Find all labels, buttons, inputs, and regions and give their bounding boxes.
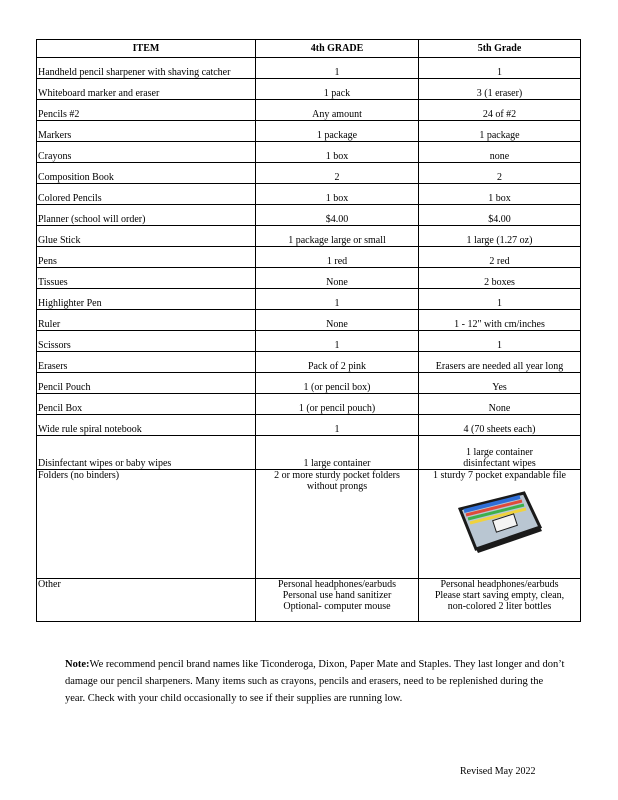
grade5-cell	[419, 100, 581, 121]
table-header-row	[37, 40, 581, 58]
grade4-cell	[256, 184, 419, 205]
cell-line: 1 sturdy 7 pocket expandable file	[432, 470, 566, 481]
grade4-cell	[256, 352, 419, 373]
item-cell: Pens	[37, 247, 256, 268]
cell-line: 1	[497, 298, 502, 309]
cell-line: 1 - 12" with cm/inches	[454, 319, 545, 330]
cell-line: non-colored 2 liter bottles	[447, 601, 552, 612]
grade4-cell	[256, 205, 419, 226]
table-row	[37, 121, 581, 142]
grade4-cell	[256, 310, 419, 331]
table-row	[37, 205, 581, 226]
cell-line: disinfectant wipes	[463, 458, 536, 469]
grade4-cell	[256, 470, 419, 579]
grade5-cell	[419, 58, 581, 79]
item-cell: Handheld pencil sharpener with shaving catcher	[37, 58, 256, 79]
cell-line: 1 package	[316, 130, 358, 141]
grade4-cell	[256, 373, 419, 394]
table-row	[37, 415, 581, 436]
grade5-cell	[419, 142, 581, 163]
table-row	[37, 79, 581, 100]
cell-line: 1 box	[325, 193, 349, 204]
header-item: ITEM	[37, 40, 256, 58]
cell-line: 1	[334, 298, 340, 309]
item-cell: Markers	[37, 121, 256, 142]
grade4-cell	[256, 268, 419, 289]
item-cell: Pencil Pouch	[37, 373, 256, 394]
cell-line: 1 large (1.27 oz)	[466, 235, 533, 246]
cell-line: 3 (1 eraser)	[476, 88, 523, 99]
cell-line: 1	[497, 340, 502, 351]
cell-line: 1 pack	[323, 88, 351, 99]
item-cell: Composition Book	[37, 163, 256, 184]
cell-line: Personal use hand sanitizer	[282, 590, 392, 601]
cell-line: 1	[334, 67, 340, 78]
item-cell: Scissors	[37, 331, 256, 352]
grade4-cell	[256, 79, 419, 100]
item-cell: Highlighter Pen	[37, 289, 256, 310]
item-cell: Colored Pencils	[37, 184, 256, 205]
cell-line: without prongs	[306, 481, 368, 492]
grade5-cell	[419, 226, 581, 247]
cell-line: Yes	[492, 382, 507, 393]
grade4-cell	[256, 142, 419, 163]
grade5-cell	[419, 121, 581, 142]
cell-line: none	[489, 151, 510, 162]
cell-line: $4.00	[325, 214, 349, 225]
table-row	[37, 470, 581, 579]
table-row	[37, 247, 581, 268]
cell-line: None	[488, 403, 511, 414]
cell-line: 2 or more sturdy pocket folders	[274, 470, 400, 481]
cell-line: None	[326, 319, 348, 330]
cell-line: 2 red	[489, 256, 510, 267]
grade4-cell	[256, 579, 419, 622]
grade5-cell	[419, 470, 581, 579]
table-row	[37, 579, 581, 622]
table-row	[37, 310, 581, 331]
table-body	[37, 58, 581, 622]
cell-line: 1 large container	[303, 458, 371, 469]
grade5-cell	[419, 415, 581, 436]
item-cell: Pencil Box	[37, 394, 256, 415]
grade4-cell	[256, 100, 419, 121]
grade5-cell	[419, 268, 581, 289]
cell-line: Pack of 2 pink	[307, 361, 367, 372]
grade5-cell	[419, 310, 581, 331]
cell-line: 4 (70 sheets each)	[463, 424, 536, 435]
table-row	[37, 394, 581, 415]
header-4th-grade: 4th GRADE	[256, 40, 419, 58]
cell-line: 1 (or pencil pouch)	[298, 403, 376, 414]
table-row	[37, 352, 581, 373]
item-cell: Planner (school will order)	[37, 205, 256, 226]
grade5-cell	[419, 184, 581, 205]
item-cell: Disinfectant wipes or baby wipes	[37, 436, 256, 470]
grade5-cell	[419, 579, 581, 622]
grade5-cell	[419, 247, 581, 268]
grade4-cell	[256, 163, 419, 184]
cell-line: 1 large container	[465, 447, 533, 458]
item-cell: Tissues	[37, 268, 256, 289]
table-row	[37, 436, 581, 470]
cell-line: Optional- computer mouse	[283, 601, 391, 612]
grade5-cell	[419, 394, 581, 415]
grade4-cell	[256, 394, 419, 415]
table-row	[37, 268, 581, 289]
grade4-cell	[256, 247, 419, 268]
cell-line: 1 box	[488, 193, 511, 204]
item-cell: Other	[37, 579, 256, 622]
grade4-cell	[256, 289, 419, 310]
cell-line: Erasers are needed all year long	[435, 361, 564, 372]
cell-line: Any amount	[312, 109, 362, 120]
grade5-cell	[419, 289, 581, 310]
table-row	[37, 142, 581, 163]
table-row	[37, 289, 581, 310]
item-cell: Wide rule spiral notebook	[37, 415, 256, 436]
grade4-cell	[256, 331, 419, 352]
grade4-cell	[256, 58, 419, 79]
expandable-file-folder-icon	[420, 487, 579, 558]
cell-line: Please start saving empty, clean,	[434, 590, 565, 601]
item-cell: Folders (no binders)	[37, 470, 256, 579]
cell-line: 2	[497, 172, 502, 183]
cell-line: 2 boxes	[484, 277, 515, 288]
revised-date: Revised May 2022	[460, 766, 536, 777]
grade5-cell	[419, 352, 581, 373]
cell-line: 1 package	[479, 130, 520, 141]
cell-line: 1 (or pencil box)	[303, 382, 371, 393]
table-row	[37, 163, 581, 184]
cell-line: 1	[334, 424, 340, 435]
table-row	[37, 373, 581, 394]
grade4-cell	[256, 415, 419, 436]
cell-line: 1 package large or small	[288, 235, 386, 246]
table-row	[37, 58, 581, 79]
grade4-cell	[256, 226, 419, 247]
item-cell: Erasers	[37, 352, 256, 373]
header-5th-grade: 5th Grade	[419, 40, 581, 58]
table-row	[37, 100, 581, 121]
grade5-cell	[419, 79, 581, 100]
item-cell: Pencils #2	[37, 100, 256, 121]
table-row	[37, 331, 581, 352]
grade5-cell	[419, 331, 581, 352]
grade4-cell	[256, 121, 419, 142]
cell-line: Personal headphones/earbuds	[440, 579, 559, 590]
cell-line: 24 of #2	[482, 109, 517, 120]
supply-table	[36, 39, 581, 622]
cell-line: 1	[334, 340, 340, 351]
cell-line: 1	[497, 67, 502, 78]
cell-line: Personal headphones/earbuds	[277, 579, 397, 590]
grade5-cell	[419, 205, 581, 226]
note-text: We recommend pencil brand names like Ticonderoga, Dixon, Paper Mate and Staples. They last longer and don’t damage our pencil sharpeners. Many items such as crayons, pencils and erasers, need to be replenished during the year. Check with your child occasionally to see if their supplies are running low.	[65, 659, 565, 704]
cell-line: 2	[334, 172, 340, 183]
grade5-cell	[419, 373, 581, 394]
note-paragraph	[65, 656, 565, 707]
item-cell: Glue Stick	[37, 226, 256, 247]
note-label: Note:	[65, 659, 90, 670]
table-row	[37, 226, 581, 247]
cell-line: $4.00	[488, 214, 511, 225]
cell-line: 1 box	[325, 151, 349, 162]
cell-line: None	[326, 277, 348, 288]
item-cell: Ruler	[37, 310, 256, 331]
table-row	[37, 184, 581, 205]
item-cell: Whiteboard marker and eraser	[37, 79, 256, 100]
cell-line: 1 red	[326, 256, 348, 267]
grade5-cell	[419, 436, 581, 470]
grade5-cell	[419, 163, 581, 184]
grade4-cell	[256, 436, 419, 470]
item-cell: Crayons	[37, 142, 256, 163]
